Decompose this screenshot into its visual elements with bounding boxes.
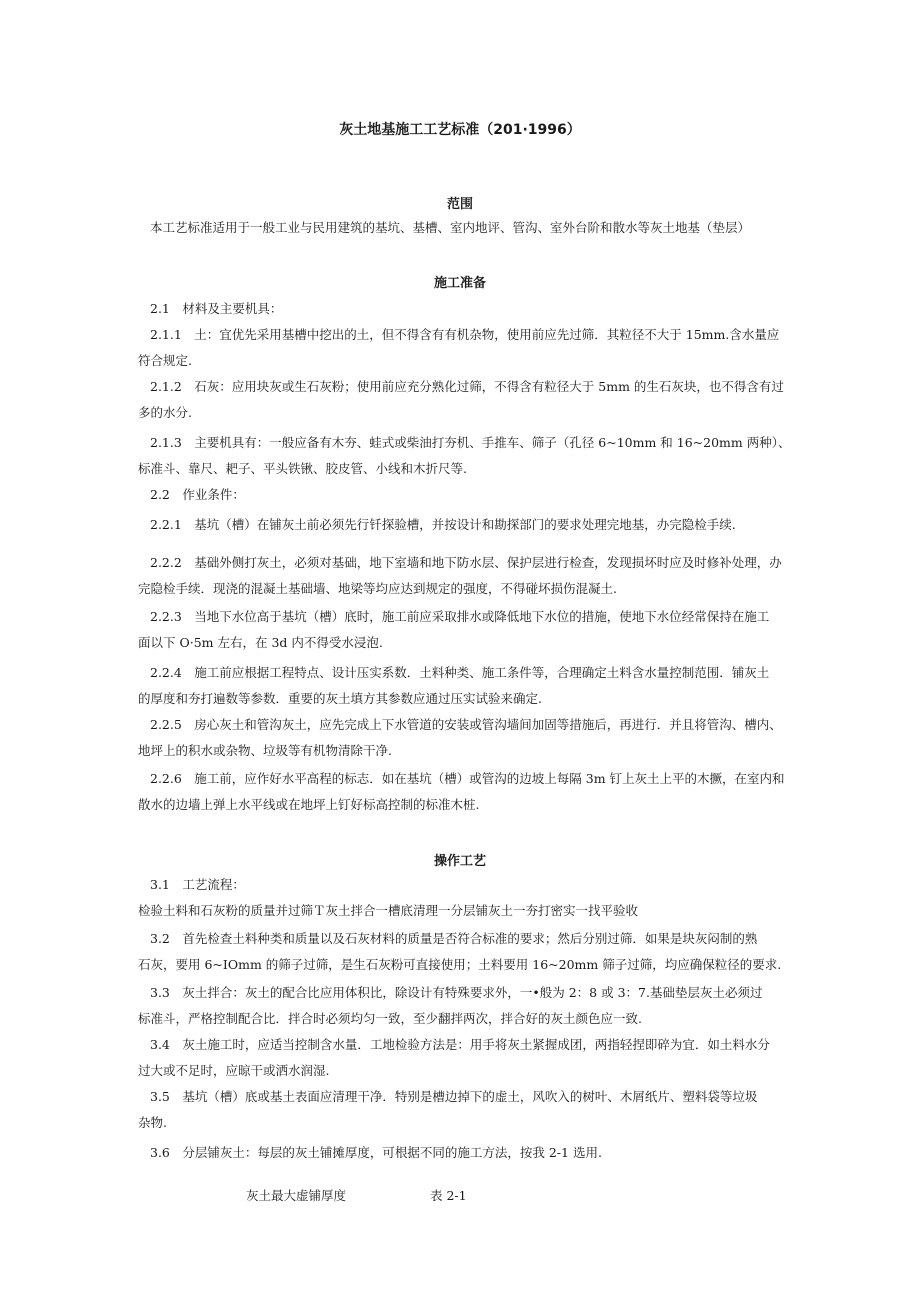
item-2-2-2-line2: 完隐检手续．现浇的混凝土基础墙、地梁等均应达到规定的强度，不得碰坏损伤混凝土. <box>138 581 617 596</box>
scope-text: 本工艺标准适用于一般工业与民用建筑的基坑、基槽、室内地评、管沟、室外台阶和散水等灰土地基（垫层） <box>150 220 751 235</box>
table-caption-name: 灰土最大虚铺厚度 <box>246 1188 347 1203</box>
item-2-2-3-line2: 面以下 O·5m 左右，在 3d 内不得受水浸泡. <box>138 635 383 650</box>
heading-scope: 范围 <box>446 197 473 212</box>
item-2-2-6-line1: 2.2.6 施工前，应作好水平高程的标志．如在基坑（槽）或管沟的边坡上每隔 3m 钉上灰土上平的木撅，在室内和 <box>150 771 785 786</box>
item-3-3-line2: 标准斗，严格控制配合比．拌合时必须均匀一致，至少翻拌两次，拌合好的灰土颜色应一致. <box>138 1011 642 1026</box>
item-2-2-3-line1: 2.2.3 当地下水位高于基坑（槽）底时，施工前应采取排水或降低地下水位的措施，使地下水位经常保持在施工 <box>150 609 770 624</box>
item-2-1-1-line2: 符合规定. <box>138 353 192 368</box>
item-2-2-2-line1: 2.2.2 基础外侧打灰土，必须对基础，地下室墙和地下防水层、保护层进行检查，发现损坏时应及时修补处理，办 <box>150 555 782 570</box>
item-2-2-5-line1: 2.2.5 房心灰土和管沟灰土，应先完成上下水管道的安装或管沟墙间加固等措施后，再进行．并且将管沟、槽内、 <box>150 717 782 732</box>
process-flow: 检验土料和石灰粉的质量并过筛Ｔ灰土拌合一槽底清理一分层铺灰土一夯打密实一找平验收 <box>138 903 639 918</box>
item-2-2-4-line2: 的厚度和夯打遍数等参数．重要的灰土填方其参数应通过压实试验来确定. <box>138 691 542 706</box>
heading-process: 操作工艺 <box>433 854 486 869</box>
item-2-2-6-line2: 散水的边墙上弹上水平线或在地坪上钉好标高控制的标准木桩. <box>138 797 480 812</box>
item-2-1-3-line1: 2.1.3 主要机具有：一般应备有木夯、蛙式或柴油打夯机、手推车、筛子（孔径 6~10mm 和 16~20mm 两种）、 <box>150 435 791 450</box>
item-3-6: 3.6 分层铺灰土：每层的灰土铺摊厚度，可根据不同的施工方法，按我 2-1 选用. <box>150 1145 602 1160</box>
item-2-1-2-line2: 多的水分. <box>138 405 192 420</box>
item-3-4-line1: 3.4 灰土施工时，应适当控制含水量．工地检验方法是：用手将灰土紧握成团，两指轻捏即碎为宜．如土料水分 <box>150 1037 770 1052</box>
item-3-3-line1: 3.3 灰土拌合：灰土的配合比应用体积比，除设计有特殊要求外，一•般为 2：8 或 3：7.基础垫层灰土必须过 <box>150 985 763 1000</box>
item-3-1: 3.1 工艺流程： <box>150 877 245 892</box>
item-3-5-line1: 3.5 基坑（槽）底或基土表面应清理干净．特别是槽边掉下的虚土，风吹入的树叶、木屑纸片、塑料袋等垃圾 <box>150 1089 758 1104</box>
item-2-1: 2.1 材料及主要机具： <box>150 301 283 316</box>
item-3-2-line1: 3.2 首先检查土料种类和质量以及石灰材料的质量是否符合标准的要求；然后分别过筛．如果是块灰闷制的熟 <box>150 931 758 946</box>
item-3-5-line2: 杂物. <box>138 1115 167 1130</box>
heading-preparation: 施工准备 <box>433 276 486 291</box>
item-2-2: 2.2 作业条件： <box>150 487 245 502</box>
item-2-1-3-line2: 标准斗、靠尺、耙子、平头铁锹、胶皮管、小线和木折尺等. <box>138 461 467 476</box>
item-2-2-4-line1: 2.2.4 施工前应根据工程特点、设计压实系数．土料种类、施工条件等，合理确定土料含水量控制范围．铺灰土 <box>150 665 770 680</box>
item-2-1-2-line1: 2.1.2 石灰：应用块灰或生石灰粉；使用前应充分熟化过筛，不得含有粒径大于 5mm 的生石灰块，也不得含有过 <box>150 379 784 394</box>
item-2-2-5-line2: 地坪上的积水或杂物、垃圾等有机物清除干净. <box>138 743 392 758</box>
item-3-2-line2: 石灰，要用 6~IOmm 的筛子过筛，是生石灰粉可直接使用；土料要用 16~20mm 筛子过筛，均应确保粒径的要求. <box>138 957 782 972</box>
document-title: 灰土地基施工工艺标准（201·1996） <box>339 122 581 138</box>
item-2-2-1: 2.2.1 基坑（槽）在铺灰土前必须先行钎探验槽，并按设计和勘探部门的要求处理完地基，办完隐检手续. <box>150 517 736 532</box>
table-caption-number: 表 2-1 <box>430 1188 467 1203</box>
item-3-4-line2: 过大或不足时，应晾干或洒水润湿. <box>138 1063 330 1078</box>
item-2-1-1-line1: 2.1.1 土：宜优先采用基槽中挖出的土，但不得含有有机杂物，使用前应先过筛．其粒径不大于 15mm.含水量应 <box>150 327 780 342</box>
